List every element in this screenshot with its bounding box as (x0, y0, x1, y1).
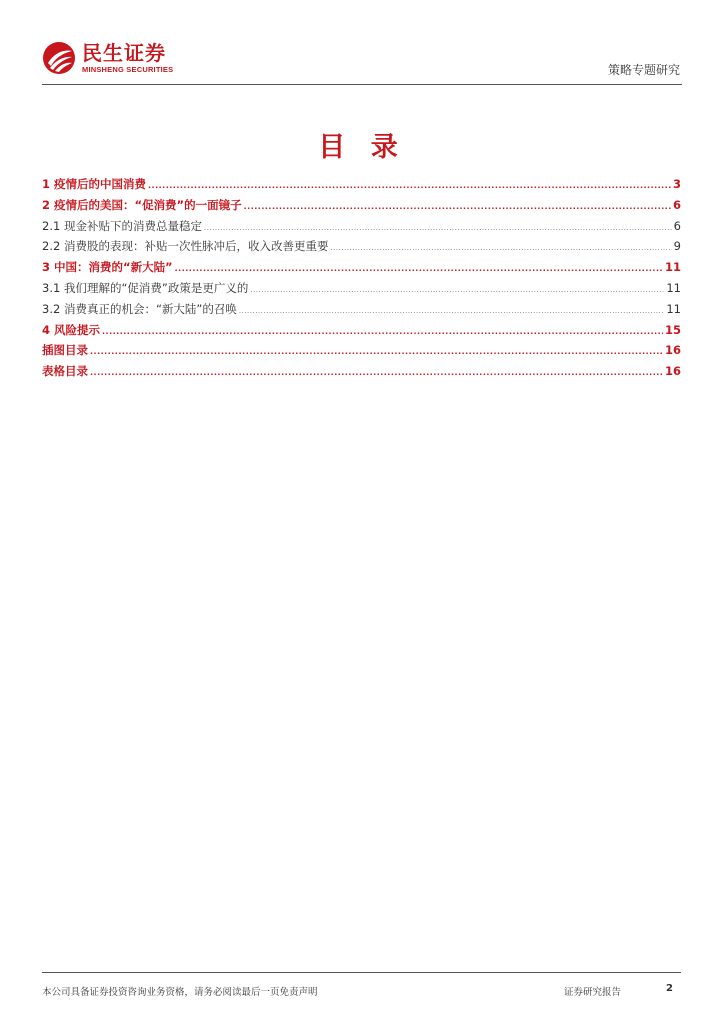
toc-entry-label: 1 疫情后的中国消费 (42, 177, 147, 191)
logo-english-name: MINSHENG SECURITIES (82, 64, 174, 74)
toc-entry-page: 15 (664, 322, 681, 337)
toc-entry-page: 11 (664, 260, 681, 275)
toc-entry[interactable] (42, 195, 681, 216)
company-logo (42, 40, 173, 76)
toc-entry[interactable] (42, 236, 681, 257)
toc-entry-page: 6 (673, 218, 681, 233)
toc-entry-label: 插图目录 (42, 343, 88, 358)
toc-entry-label: 3.1 我们理解的“促消费”政策是更广义的 (42, 280, 249, 295)
toc-entry[interactable] (42, 299, 681, 320)
toc-entry[interactable] (42, 257, 681, 278)
page-header (42, 38, 682, 85)
toc-entry-label: 3.2 消费真正的机会：“新大陆”的召唤 (42, 301, 237, 316)
toc-dot-leader (244, 197, 671, 218)
toc-entry-label: 表格目录 (42, 364, 88, 379)
toc-dot-leader (204, 218, 672, 239)
table-of-contents (42, 174, 681, 382)
toc-entry-page: 11 (666, 301, 681, 316)
toc-entry-label: 2 疫情后的美国：“促消费”的一面镜子 (42, 197, 242, 212)
toc-entry-page: 9 (673, 239, 681, 254)
toc-entry[interactable] (42, 320, 681, 341)
toc-dot-leader (175, 259, 663, 280)
page-footer (42, 972, 681, 1003)
footer-report-type: 证券研究报告 (564, 987, 622, 998)
toc-entry-page: 3 (672, 177, 681, 191)
footer-disclaimer: 本公司具备证券投资咨询业务资格，请务必阅读最后一页免责声明 (42, 987, 318, 998)
report-section-label: 策略专题研究 (607, 63, 680, 77)
toc-title: 目 录 (318, 132, 406, 163)
toc-dot-leader (148, 176, 671, 197)
toc-entry-label: 2.1 现金补贴下的消费总量稳定 (42, 218, 202, 233)
logo-chinese-name: 民生证券 (82, 40, 166, 65)
toc-dot-leader (90, 363, 663, 384)
toc-entry[interactable] (42, 278, 681, 299)
toc-entry-label: 4 风险提示 (42, 322, 101, 337)
toc-dot-leader (330, 238, 671, 259)
toc-entry[interactable] (42, 361, 681, 382)
page-number: 2 (666, 983, 673, 994)
toc-dot-leader (250, 280, 664, 301)
minsheng-logo-icon (42, 41, 76, 75)
toc-entry[interactable] (42, 216, 681, 237)
toc-entry-page: 6 (672, 197, 681, 212)
toc-dot-leader (90, 342, 663, 363)
toc-entry[interactable] (42, 174, 681, 195)
toc-entry[interactable] (42, 340, 681, 361)
toc-entry-page: 11 (666, 280, 681, 295)
toc-entry-label: 2.2 消费股的表现：补贴一次性脉冲后，收入改善更重要 (42, 239, 329, 254)
toc-entry-page: 16 (664, 364, 681, 379)
toc-entry-page: 16 (664, 343, 681, 358)
toc-dot-leader (102, 322, 663, 343)
toc-entry-label: 3 中国：消费的“新大陆” (42, 260, 173, 275)
toc-dot-leader (239, 301, 665, 322)
